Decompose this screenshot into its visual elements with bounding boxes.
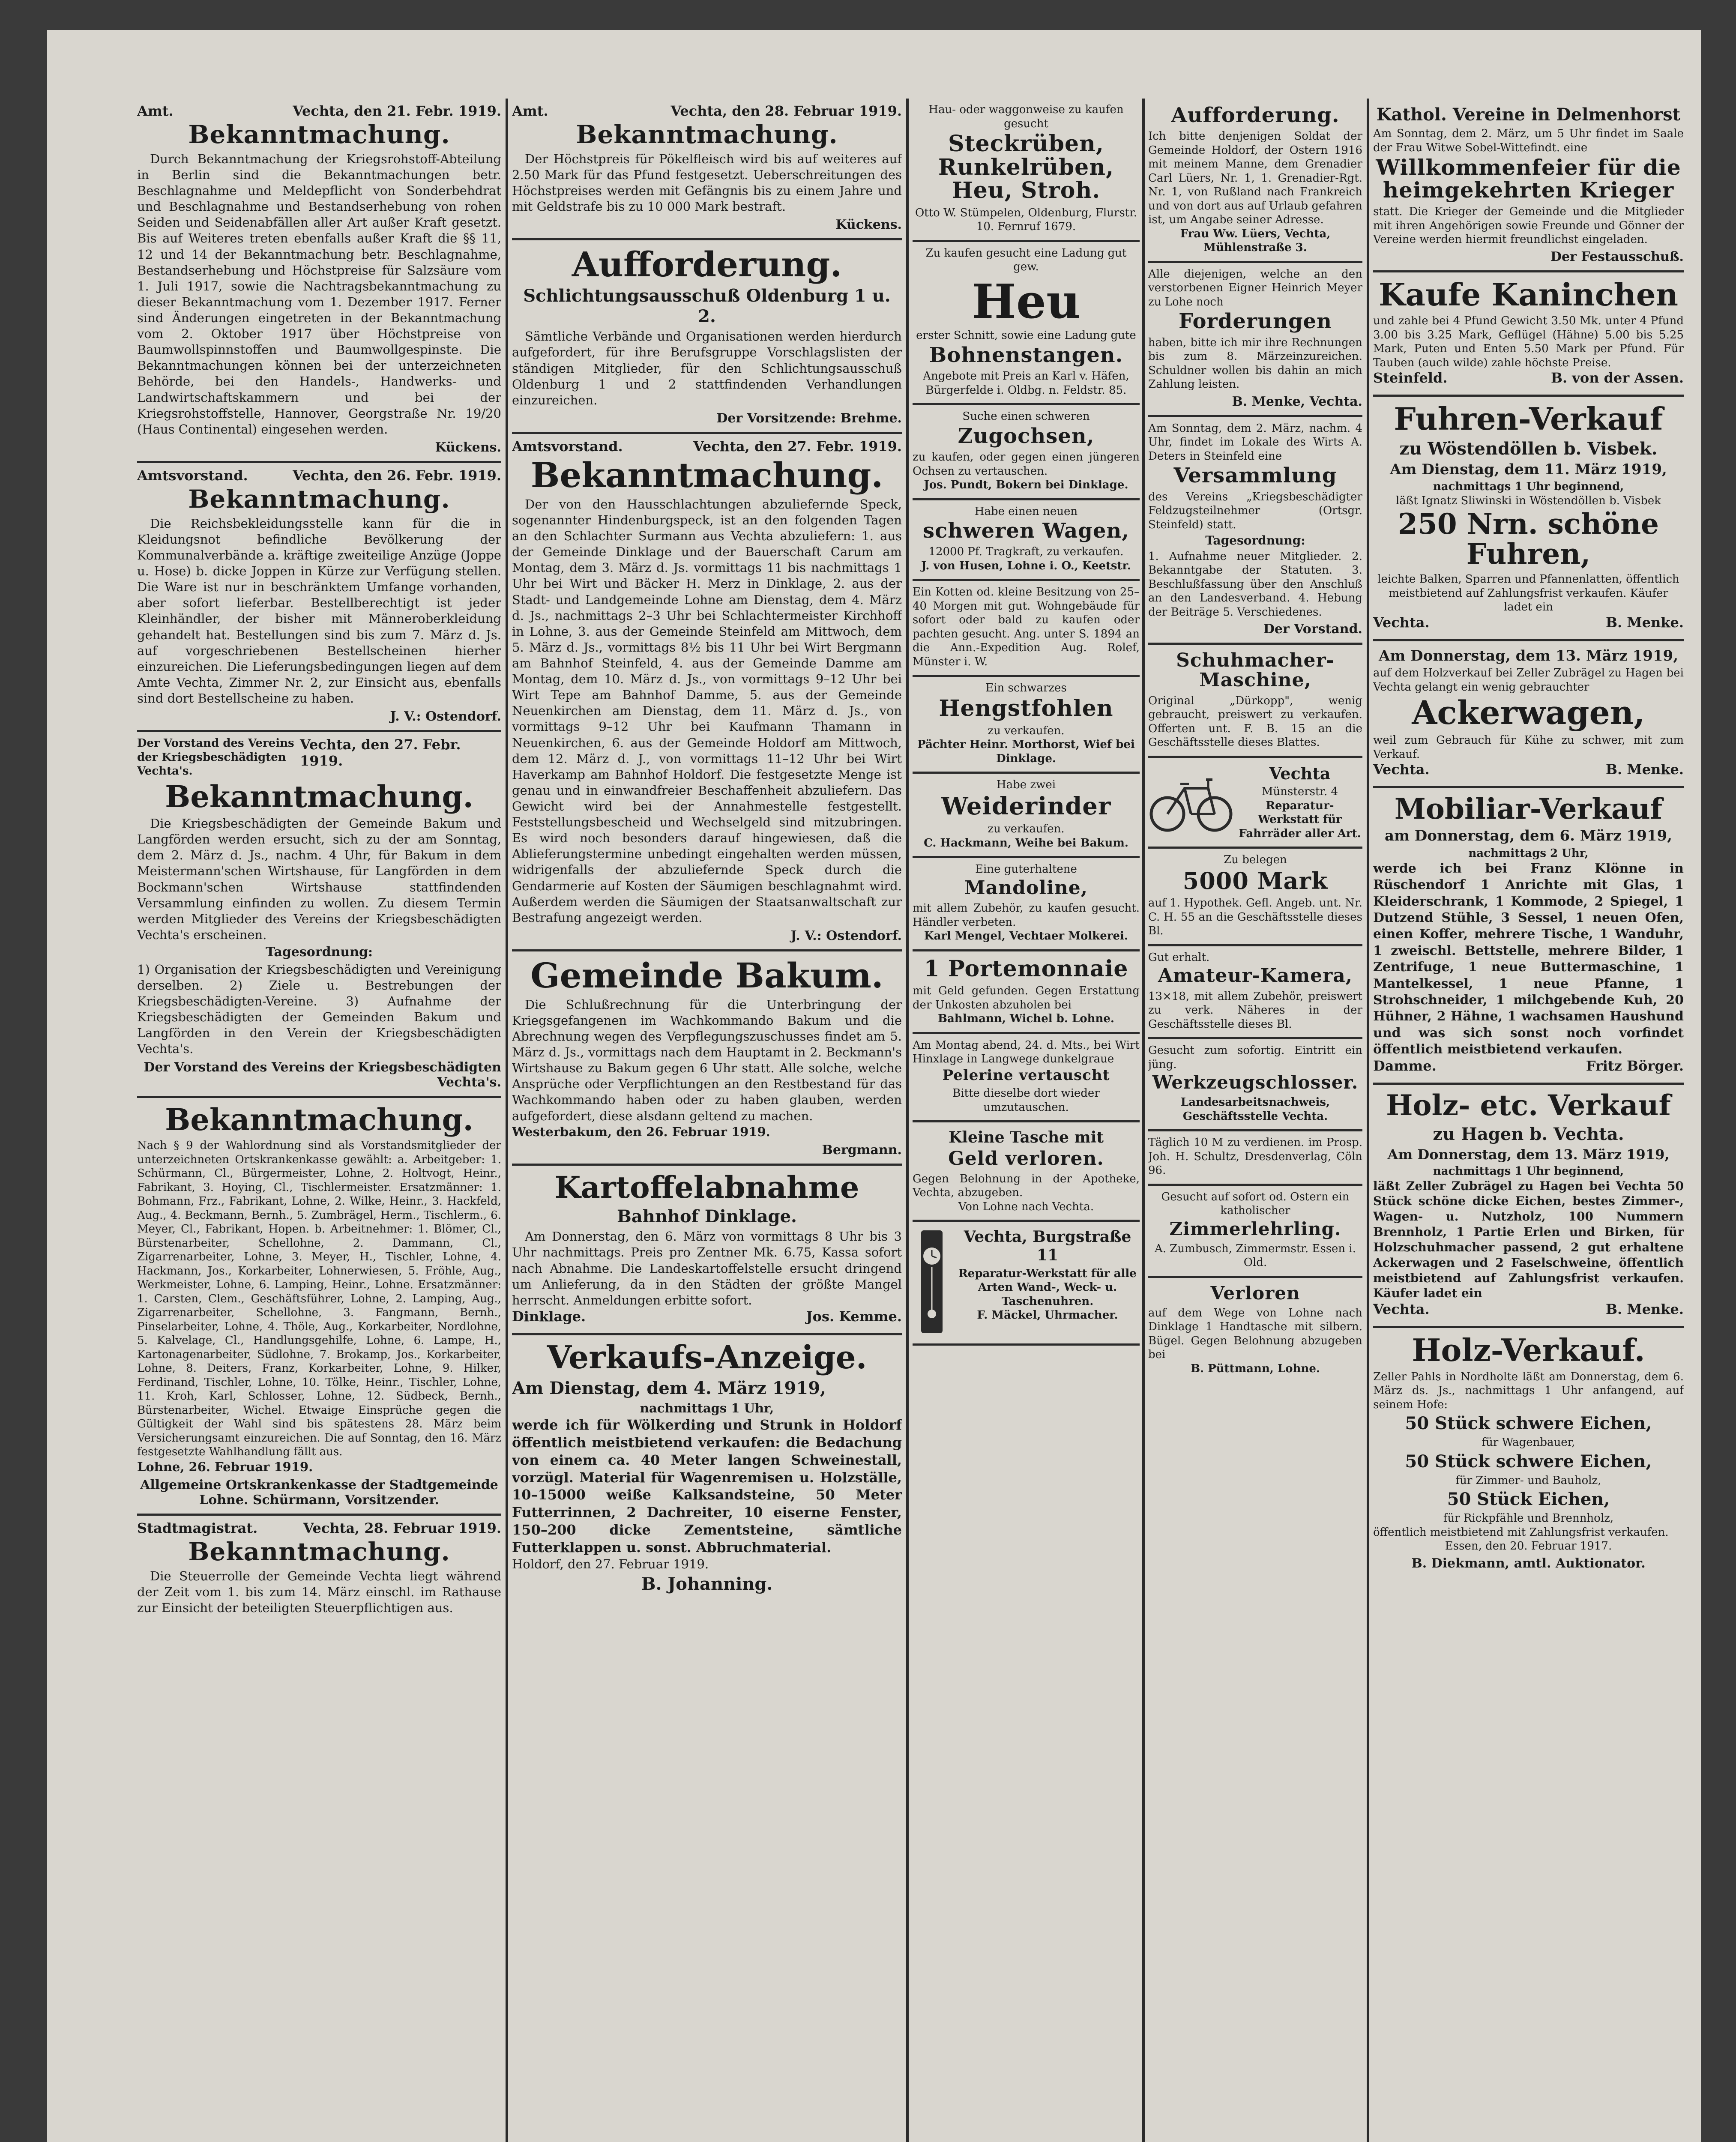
ad-time-line: nachmittags 2 Uhr, (1468, 847, 1589, 860)
ad-place: Damme. (1373, 1058, 1437, 1074)
ad-body: Original „Dürkopp", wenig gebraucht, preiswert zu verkaufen. Offerten unt. F. B. 15 an die Geschäftsstelle dieses Blattes. (1148, 694, 1362, 749)
ad-claims (1148, 263, 1362, 417)
agenda-title: Tagesordnung: (1205, 533, 1305, 548)
ad-title: schweren Wagen, (923, 519, 1129, 543)
ad-signature: Otto W. Stümpelen, Oldenburg, Flurstr. 10. Fernruf 1679. (915, 206, 1137, 233)
notice-war-disabled (137, 732, 501, 1098)
notice-office: Der Vorstand des Vereins der Kriegsbeschädigten Vechta's. (137, 737, 294, 778)
notice-subtitle: Schlichtungsausschuß Oldenburg 1 u. 2. (523, 286, 891, 327)
ad-signature: Landesarbeitsnachweis, Geschäftsstelle Vechta. (1180, 1096, 1330, 1123)
ad-signature: B. Menke. (1605, 1301, 1684, 1318)
ad-title: 1 Portemonnaie (924, 955, 1128, 982)
ad-meeting (1148, 417, 1362, 645)
ad-lost-handbag (1148, 1278, 1362, 1382)
ad-signature: Jos. Pundt, Bokern bei Dinklage. (924, 479, 1128, 492)
ad-title: Heu (972, 273, 1081, 329)
notice-body: Durch Bekanntmachung der Kriegsrohstoff-Abteilung in Berlin sind die Bekanntmachungen betr. Beschlagnahme und Meldepflicht von Sonderbehdrat und Beschlagnahme und Bestandserhebung von rohen Seiden und Seidenabfällen aller Art außer Kraft gesetzt. Bis auf Weiteres treten ebenfalls außer Kraft die §§ 11, 12 und 14 der Bekanntmachung betr. Beschlagnahme, Bestandserhebung und Höchstpreise für Salzsäure vom 1. Juli 1917, sowie die Nachtragsbekanntmachung zu dieser Bekanntmachung vom 1. Dezember 1917. Ferner sind Änderungen eingetreten in der Bekanntmachung vom 2. Oktober 1917 über Höchstpreise von Baumwollspinnstoffen und Baumwollgespinste. Die Bekanntmachungen können bei der unterzeichneten Behörde, bei den Handels-, Handwerks- und Landwirtschaftskammern und bei der Kriegsrohstoffstelle, Hannover, Georgstraße Nr. 19/20 (Haus Continental) eingesehen werden. (137, 151, 501, 437)
ad-body: auf 1. Hypothek. Gefl. Angeb. unt. Nr. C. H. 55 an die Geschäftsstelle dieses Bl. (1148, 897, 1362, 938)
ad-signature: B. von der Assen. (1550, 370, 1684, 386)
ad-toolmaker (1148, 1039, 1362, 1131)
notice-time-line: nachmittags 1 Uhr, (640, 1400, 774, 1415)
ad-title: Versammlung (1173, 464, 1337, 488)
ad-title: Holz- etc. Verkauf (1386, 1089, 1671, 1122)
column-4 (1148, 99, 1362, 2142)
ad-title: Schuhmacher-Maschine, (1176, 649, 1335, 691)
notice-body: Sämtliche Verbände und Organisationen werden hierdurch aufgefordert, für ihre Berufsgruppe Vorschlagslisten der ständigen Mitglieder, für den Schlichtungsausschuß Oldenburg 1 und 2 stattfindenden Verhandlungen einzureichen. (512, 329, 902, 407)
notice-signature: J. V.: Ostendorf. (390, 709, 501, 724)
ad-title: Mobiliar-Verkauf (1394, 792, 1663, 826)
notice-potatoes (512, 1166, 902, 1335)
ad-body: Ein Kotten od. kleine Besitzung von 25–40 Morgen mit gut. Wohngebäude für sofort oder bald zu kaufen oder pachten gesucht. Ang. unter S. 1894 an die Ann.-Expedition Aug. Rolef, Münster i. W. (913, 586, 1140, 668)
ad-place: Vechta. (1373, 614, 1430, 631)
ad-intro: Kleine Tasche mit (948, 1128, 1104, 1147)
notice-health-insurance (137, 1098, 501, 1516)
notice-title: Gemeinde Bakum. (530, 955, 883, 996)
ad-signature: B. Menke. (1605, 761, 1684, 778)
notice-signature: Allgemeine Ortskrankenkasse der Stadtgemeinde Lohne. Schürmann, Vorsitzender. (140, 1477, 498, 1508)
ad-signature: Fritz Börger. (1586, 1058, 1684, 1074)
ad-intro: Zu kaufen gesucht eine Ladung gut gew. (925, 246, 1127, 274)
ad-body: auf dem Holzverkauf bei Zeller Zubrägel zu Hagen bei Vechta gelangt ein wenig gebrauchter (1373, 667, 1684, 694)
ad-firewood-sale (1373, 397, 1684, 641)
ad-signature: J. von Husen, Lohne i. O., Keetstr. (921, 559, 1131, 572)
ad-intro: Eine guterhaltene (975, 863, 1077, 876)
notice-office: Amt. (137, 103, 174, 119)
ad-signature: Frau Ww. Lüers, Vechta, Mühlenstraße 3. (1180, 227, 1331, 254)
ad-carpenter-apprentice (1148, 1186, 1362, 1278)
ad-body: zu kaufen, oder gegen einen jüngeren Ochsen zu vertauschen. (913, 451, 1140, 478)
ad-signature: Von Lohne nach Vechta. (958, 1200, 1094, 1213)
ad-signature: Der Vorstand. (1263, 622, 1362, 637)
ad-rabbits (1373, 272, 1684, 397)
ad-mandolin (913, 858, 1140, 951)
ad-title: Ackerwagen, (1412, 694, 1645, 732)
notice-title: Bekanntmachung. (188, 1537, 450, 1566)
ad-title: Forderungen (1179, 309, 1332, 334)
ad-body: Am Sonntag, dem 2. März, um 5 Uhr findet im Saale der Frau Witwe Sobel-Wittefindt. eine (1373, 127, 1684, 154)
column-rule (906, 99, 909, 2142)
ad-time-line: nachmittags 1 Uhr beginnend, (1433, 480, 1624, 494)
column-3 (913, 99, 1140, 2142)
ad-title: Geld verloren. (948, 1147, 1104, 1170)
ad-title: Werkzeugschlosser. (1152, 1072, 1359, 1093)
column-rule (1142, 99, 1145, 2142)
ad-subtitle: zu Wöstendöllen b. Visbek. (1399, 438, 1658, 459)
ad-intro: Hau- oder waggonweise zu kaufen gesucht (928, 103, 1124, 130)
ad-body-2: weil zum Gebrauch für Kühe zu schwer, mit zum Verkauf. (1373, 734, 1684, 761)
ad-signature: Pächter Heinr. Morthorst, Wief bei Dinklage. (917, 738, 1135, 765)
ad-signature: B. Menke, Vechta. (1232, 394, 1362, 409)
ad-body: auf dem Wege von Lohne nach Dinklage 1 Handtasche mit silbern. Bügel. Gegen Belohnung abzugeben bei (1148, 1306, 1362, 1361)
ad-intro: Habe zwei (996, 778, 1056, 792)
ad-lost-bag (913, 1122, 1140, 1222)
ad-title: Fuhren-Verkauf (1394, 401, 1663, 437)
ad-intro: Gut erhalt. (1148, 951, 1210, 964)
notice-body: werde ich für Wölkerding und Strunk in Holdorf öffentlich meistbietend verkaufen: die Bedachung von einem ca. 40 Meter langen Schweinestall, vorzügl. Material für Wagenremisen u. Holzställe, 10–15000 weiße Kalksandsteine, 50 Meter Futterrinnen, 2 Dachreiter, 10 eiserne Fenster, 150–200 dicke Zementsteine, sämtliche Futterklappen u. sonst. Abbruchmaterial. (512, 1416, 902, 1556)
newspaper-page (47, 30, 1701, 2142)
ad-body: Zeller Pahls in Nordholte läßt am Donnerstag, dem 6. März ds. Js., nachmittags 1 Uhr anfangend, auf seinem Hofe: (1373, 1370, 1684, 1411)
ad-intro: Zu belegen (1224, 853, 1287, 867)
notice-arbitration (512, 240, 902, 434)
notice-date: Vechta, 28. Februar 1919. (303, 1520, 501, 1536)
ad-place-date: Essen, den 20. Februar 1917. (1445, 1540, 1612, 1553)
notice-body: Nach § 9 der Wahlordnung sind als Vorstandsmitglieder der unterzeichneten Ortskrankenkasse gewählt: a. Arbeitgeber: 1. Schürmann, Cl., Bürgermeister, Lohne, 2. Holtvogt, Heinr., Fabrikant, 3. Hoying, Cl., Tischlermeister. Ersatzmänner: 1. Bohmann, Frz., Fabrikant, Lohne, 2. Wilke, Heinr., 3. Hackfeld, Aug., 4. Beckmann, Bernh., 5. Zumbrägel, Herm., Tischlerm., 6. Meyer, Cl., Fabrikant, Hopen. b. Arbeitnehmer: 1. Blömer, Cl., Bürstenarbeiter, Schellohne, 2. Dammann, Cl., Zigarrenarbeiter, Lohne, 3. Meyer, H., Tischler, Lohne, 4. Hackmann, Jos., Korkarbeiter, Lohnerwiesen, 5. Fröhle, Aug., Werkmeister, Lohne, 6. Lamping, Heinr., Lohne. Ersatzmänner: 1. Carsten, Clem., Geschäftsführer, Lohne, 2. Lamping, Aug., Zigarrenarbeiter, Schellohne, 3. Fangmann, Bernh., Pinselarbeiter, Lohne, 4. Thöle, Aug., Korkarbeiter, Nordlohne, 5. Kalvelage, Cl., Handlungsgehilfe, Lohne, 6. Lampe, H., Kartonagenarbeiter, Südlohne, 7. Brokamp, Jos., Korkarbeiter, Lohne, 8. Deiters, Franz, Korkarbeiter, Lohne, 9. Hilker, Ferdinand, Tischler, Lohne, 10. Tölke, Heinr., Tischler, Lohne, 11. Kroh, Karl, Schlosser, Lohne, 12. Südbeck, Bernh., Bürstenarbeiter, Wichel. Etwaige Einsprüche gegen die Gültigkeit der Wahl sind bis spätestens 28. März beim Versicherungsamt einzureichen. Die auf Sonntag, den 16. März festgesetzte Wahlhandlung fällt aus. (137, 1139, 501, 1459)
notice-signature: J. V.: Ostendorf. (790, 928, 902, 943)
ad-cape (913, 1034, 1140, 1123)
ad-body-2: haben, bitte ich mir ihre Rechnungen bis zum 8. Märzeinzureichen. Schuldner wollen bis dahin an mich Zahlung leisten. (1148, 336, 1362, 391)
notice-bacon-delivery (512, 434, 902, 951)
notice-signature: B. Johanning. (641, 1574, 773, 1595)
notice-body: Der von den Hausschlachtungen abzuliefernde Speck, sogenannter Hindenburgspeck, ist an den folgenden Tagen an den Schlachter Surmann aus Vechta abzuliefern: 1. aus der Gemeinde Dinklage und der Bauerschaft Carum am Montag, dem 3. März d. Js. vormittags 11 bis nachmittags 1 Uhr bei Wirt und Bäcker H. Merz in Dinklage, 2. aus der Stadt- und Landgemeinde Lohne am Dienstag, dem 4. März d. Js., nachmittags 2–3 Uhr bei Schlachtermeister Kirchhoff in Lohne, 3. aus der Gemeinde Steinfeld am Mittwoch, dem 5. März d. Js., vormittags 8½ bis 11 Uhr bei Wirt Bergmann am Bahnhof Steinfeld, 4. aus der Gemeinde Damme am Montag, dem 10. März d. Js., von vormittags 9–12 Uhr bei Wirt Tepe am Bahnhof Damme, 5. aus der Gemeinde Neuenkirchen am Dienstag, dem 11. März d. Js., von vormittags 9–12 Uhr bei Kaufmann Thamann in Neuenkirchen, 6. aus der Gemeinde Holdorf am Mittwoch, dem 12. März d. J., von vormittags 11–12 Uhr bei Wirt Haverkamp am Bahnhof Holdorf. Die festgesetzte Menge ist genau und in einwandfreier Beschaffenheit abzuliefern. Das Gewicht wird bei der Annahmestelle festgestellt. Feststellungsbescheid und Wechselgeld sind mitzubringen. Es wird noch besonders darauf hingewiesen, daß die Ablieferungstermine unbedingt eingehalten werden müssen, widrigenfalls der abzuliefernde Speck durch die Gendarmerie auf Kosten der Säumigen beschlagnahmt wird. Außerdem werden die Säumigen der Staatsanwaltschaft zur Bestrafung angezeigt werden. (512, 497, 902, 925)
ad-intro: Gesucht auf sofort od. Ostern ein katholischer (1161, 1190, 1350, 1218)
ad-body: 13×18, mit allem Zubehör, preiswert zu verk. Näheres in der Geschäftsstelle dieses Bl. (1148, 990, 1362, 1031)
ad-place: Vechta. (1373, 1301, 1430, 1318)
ad-furniture-sale (1373, 788, 1684, 1085)
ad-subtitle: Münsterstr. 4 (1261, 785, 1338, 799)
ad-signature: Der Festausschuß. (1550, 249, 1684, 264)
agenda-list: 1) Organisation der Kriegsbeschädigten und Vereinigung derselben. 2) Ziele u. Bestrebungen der Kriegsbeschädigten-Vereine. 3) Aufnahme der Kriegsbeschädigten der Gemeinden Bakum und Langförden in den Verein der Kriegsbeschädigten Vechta's. (137, 962, 501, 1056)
notice-office: Amtsvorstand. (137, 467, 248, 484)
ad-title-2: Bohnenstangen. (929, 343, 1123, 367)
column-5 (1373, 99, 1684, 2142)
notice-office: Amt. (512, 103, 548, 119)
ad-note-3: für Rickpfähle und Brennholz, (1443, 1512, 1614, 1525)
ad-title-2: 250 Nrn. schöne Fuhren, (1398, 507, 1659, 571)
ad-body-2: leichte Balken, Sparren und Pfannenlatten, öffentlich meistbietend auf Zahlungsfrist verkaufen. Käufer ladet ein (1377, 573, 1679, 614)
ad-mortgage (1148, 849, 1362, 946)
ad-cottage (913, 581, 1140, 677)
notice-hemp-silk (137, 99, 501, 463)
ad-title: Vechta, Burgstraße 11 (964, 1228, 1131, 1265)
notice-title: Bekanntmachung. (188, 120, 450, 149)
column-1 (137, 99, 501, 2142)
ad-title: Zugochsen, (958, 424, 1095, 448)
notice-signature: Der Vorsitzende: Brehme. (716, 410, 902, 426)
ad-cattle (913, 774, 1140, 858)
ad-subtitle: zu Hagen b. Vechta. (1433, 1124, 1624, 1144)
ad-body: des Vereins „Kriegsbeschädigter Feldzugsteilnehmer (Ortsgr. Steinfeld) statt. (1148, 490, 1362, 531)
notice-tax-roll (137, 1516, 501, 1622)
ad-title: Hengstfohlen (939, 695, 1113, 721)
column-rule (506, 99, 508, 2142)
notice-place-date: Holdorf, den 27. Februar 1919. (512, 1557, 709, 1572)
agenda-list: 1. Aufnahme neuer Mitglieder. 2. Bekanntgabe der Statuten. 3. Beschlußfassung über den Anschluß an den Landesverband. 4. Hebung der Beiträge 5. Verschiedenes. (1148, 550, 1362, 619)
ad-camera (1148, 946, 1362, 1039)
notice-signature: Kückens. (435, 440, 501, 455)
agenda-title: Tagesordnung: (265, 944, 373, 960)
ad-bicycle-repair (1148, 758, 1362, 849)
ad-body-2: Bitte dieselbe dort wieder umzutauschen. (952, 1087, 1100, 1114)
ad-intro: Ein schwarzes (985, 682, 1067, 695)
notice-office: Amtsvorstand. (512, 438, 623, 455)
ad-body-2: statt. Die Krieger der Gemeinde und die Mitglieder mit ihren Angehörigen sowie Freunde und Gönner der Vereine werden hiermit freundlichst eingeladen. (1373, 205, 1684, 246)
ad-body: und zahle bei 4 Pfund Gewicht 3.50 Mk. unter 4 Pfund 3.00 bis 3.25 Mark, Geflügel (Hähne) 5.00 bis 5.25 Mark, Puten und Enten 5.50 Mark per Pfund. Für Tauben (auch wilde) zahle höchste Preise. (1373, 314, 1684, 369)
notice-clothing (137, 463, 501, 732)
ad-body: Reparatur-Werkstatt für Fahrräder aller Art. (1239, 799, 1361, 840)
ad-purse (913, 951, 1140, 1034)
ad-signature: A. Zumbusch, Zimmermstr. Essen i. Old. (1154, 1242, 1356, 1269)
notice-title: Bekanntmachung. (530, 455, 883, 495)
ad-title: Aufforderung. (1171, 103, 1340, 127)
ad-signature: Bahlmann, Wichel b. Lohne. (937, 1012, 1114, 1026)
ad-body: Ich bitte denjenigen Soldat der Gemeinde Holdorf, der Ostern 1916 mit meinem Manne, dem Grenadier Carl Lüers, Nr. 1, 1. Grenadier-Rgt. Nr. 1, von Rußland nach Frankreich und von dort aus auf Urlaub gefahren ist, um Angabe seiner Adresse. (1148, 130, 1362, 227)
ad-title: Weiderinder (941, 792, 1111, 820)
ad-body-2: Angebote mit Preis an Karl v. Häfen, Bürgerfelde i. Oldbg. n. Feldstr. 85. (923, 370, 1129, 397)
notice-place: Dinklage. (512, 1308, 586, 1325)
ad-title: Vechta (1269, 763, 1331, 783)
ad-hay (913, 242, 1140, 405)
notice-pickled-meat (512, 99, 902, 240)
notice-title: Kartoffelabnahme (554, 1169, 859, 1205)
clock-icon (913, 1226, 951, 1337)
ad-title: Pelerine vertauscht (942, 1066, 1110, 1084)
ad-intro: Gesucht zum sofortig. Eintritt ein jüng. (1148, 1044, 1362, 1071)
ad-date-line: Am Donnerstag, dem 13. März 1919, (1387, 1146, 1670, 1163)
bicycle-icon (1148, 767, 1234, 835)
ad-foal (913, 677, 1140, 774)
ad-body-2: öffentlich meistbietend mit Zahlungsfrist verkaufen. (1373, 1526, 1669, 1539)
notice-date-line: Am Dienstag, dem 4. März 1919, (512, 1378, 826, 1398)
notice-title: Verkaufs-Anzeige. (547, 1339, 867, 1376)
ad-body: werde ich bei Franz Klönne in Rüschendorf 1 Anrichte mit Glas, 1 Kleiderschrank, 1 Kommode, 2 Spiegel, 1 Dutzend Stühle, 3 Sessel, 1 neuen Ofen, einen Koffer, mehrere Tische, 1 Wanduhr, 1 zweischl. Bettstelle, mehrere Bilder, 1 Zentrifuge, 1 neue Buttermaschine, 1 Mantelkessel, 1 neue Pfanne, 1 Strohschneider, 1 milchgebende Kuh, 20 Hühner, 2 Hähne, 1 wachsamen Haushund und was sich sonst noch vorfindet öffentlich meistbietend verkaufen. (1373, 861, 1684, 1057)
ad-place: Steinfeld. (1373, 370, 1448, 386)
ad-time-line: nachmittags 1 Uhr beginnend, (1433, 1165, 1624, 1178)
ad-title-2: Willkommenfeier für die heimgekehrten Krieger (1376, 155, 1681, 203)
ad-body: zu verkaufen. (988, 823, 1065, 836)
ad-signature: C. Hackmann, Weihe bei Bakum. (924, 836, 1128, 850)
notice-date: Vechta, den 21. Febr. 1919. (293, 103, 501, 119)
ad-line-1: 50 Stück schwere Eichen, (1405, 1413, 1652, 1434)
ad-welcome-celebration (1373, 99, 1684, 272)
notice-signature: Der Vorstand des Vereins der Kriegsbeschädigten Vechta's. (144, 1059, 501, 1090)
notice-date: Vechta, den 27. Febr. 1919. (693, 438, 902, 455)
ad-body: Am Montag abend, 24. d. Mts., bei Wirt Hinxlage in Langwege dunkelgraue (913, 1038, 1140, 1066)
column-2 (512, 99, 902, 2142)
notice-title: Bekanntmachung. (165, 778, 473, 814)
ad-turnips (913, 99, 1140, 242)
notice-body: Die Reichsbekleidungsstelle kann für die in Kleidungsnot befindliche Bevölkerung der Kommunalverbände a. kräftige zweiteilige Anzüge (Joppe u. Hose) b. dicke Joppen in Kürze zur Verfügung stellen. Die Ware ist nur in beschränktem Umfange vorhanden, aber sofort lieferbar. Bestellberechtigt ist jeder Kleinhändler, der bisher mit Männeroberkleidung gehandelt hat. Bestellungen sind bis zum 7. März d. Js. auf vorgeschriebenen Bestellscheinen hierher einzureichen. Die Lieferungsbedingungen liegen auf dem Amte Vechta, Zimmer Nr. 2, zur Einsicht aus, ebenfalls sind dort Bestellscheine zu haben. (137, 516, 501, 706)
ad-wagon (913, 500, 1140, 581)
ad-date-line: Am Dienstag, dem 11. März 1919, (1390, 461, 1667, 478)
ad-signature: B. Püttmann, Lohne. (1191, 1362, 1320, 1375)
notice-signature: Jos. Kemme. (806, 1308, 902, 1325)
ad-body: zu verkaufen. (988, 724, 1065, 737)
ad-body: Täglich 10 M zu verdienen. im Prosp. Joh. H. Schultz, Dresdenverlag, Cöln 96. (1148, 1136, 1362, 1177)
notice-body: Der Höchstpreis für Pökelfleisch wird bis auf weiteres auf 2.50 Mark für das Pfund festgesetzt. Ueberschreitungen des Höchstpreises werden mit Gefängnis bis zu einem Jahre und mit Geldstrafe bis zu 10 000 Mark bestraft. (512, 151, 902, 214)
notice-office: Stadtmagistrat. (137, 1520, 258, 1536)
ad-place: Vechta. (1373, 761, 1430, 778)
ad-intro: Am Sonntag, dem 2. März, nachm. 4 Uhr, findet im Lokale des Wirts A. Deters in Steinfeld eine (1148, 422, 1362, 463)
ad-body: mit allem Zubehör, zu kaufen gesucht. Händler verbeten. (913, 902, 1140, 929)
notice-subtitle: Bahnhof Dinklage. (617, 1206, 797, 1227)
ad-title: Kathol. Vereine in Delmenhorst (1376, 105, 1681, 125)
ad-intro: Suche einen schweren (962, 410, 1090, 423)
ad-title: Mandoline, (964, 877, 1088, 899)
ad-body: Reparatur-Werkstatt für alle Arten Wand-, Weck- u. Taschenuhren. (958, 1267, 1137, 1308)
ad-clock-repair (913, 1222, 1140, 1346)
ad-timber-sale-nordholte (1373, 1328, 1684, 1577)
ad-body: läßt Ignatz Sliwinski in Wöstendöllen b. Visbek (1395, 494, 1661, 507)
ad-shoe-machine (1148, 645, 1362, 757)
notice-body: Die Kriegsbeschädigten der Gemeinde Bakum und Langförden werden ersucht, sich zu der am Sonntag, dem 2. März d. Js., nachm. 4 Uhr, für Bakum in dem Meistermann'schen Wirtshause, für Langförden in dem Bockmann'schen Wirtshause stattfindenden Versammlung einfinden zu wollen. Zu diesem Termin werden Mitglieder des Vereins der Kriegsbeschädigten Vechta's erscheinen. (137, 816, 501, 942)
ad-intro: Habe einen neuen (974, 505, 1078, 518)
notice-sale-announcement (512, 1335, 902, 1603)
ad-signature: F. Mäckel, Uhrmacher. (977, 1309, 1118, 1322)
notice-date: Vechta, den 27. Febr. 1919. (300, 736, 461, 769)
ad-body: 12000 Pf. Tragkraft, zu verkaufen. (928, 545, 1124, 559)
ad-items: Steckrüben, Runkelrüben, Heu, Stroh. (938, 131, 1114, 204)
ad-body: Alle diejenigen, welche an den verstorbenen Eigner Heinrich Meyer zu Lohe noch (1148, 267, 1362, 308)
notice-signature: Kückens. (835, 217, 902, 233)
column-rule (1367, 99, 1369, 2142)
ad-signature: Karl Mengel, Vechtaer Molkerei. (924, 930, 1128, 943)
ad-request-soldier (1148, 99, 1362, 263)
notice-body: Die Schlußrechnung für die Unterbringung der Kriegsgefangenen im Wachkommando Bakum und die Abrechnung wegen des Verpflegungszuschusses findet am 5. März d. Js., vormittags nach dem Hauptamt in 2. Beckmann's Wirtshause zu Bakum gegen 6 Uhr statt. Alle solche, welche Ansprüche oder Verpflichtungen an den Restbestand für das Wachkommando haben oder zu haben glauben, werden aufgefordert, diese alsdann geltend zu machen. (512, 997, 902, 1123)
notice-body: Am Donnerstag, den 6. März von vormittags 8 Uhr bis 3 Uhr nachmittags. Preis pro Zentner Mk. 6.75, Kassa sofort nach Abnahme. Die Landeskartoffelstelle ersucht dringend um Anlieferung, da in den Städten der größte Mangel herrscht. Anmeldungen erbitte sofort. (512, 1229, 902, 1307)
ad-date-line: am Donnerstag, dem 6. März 1919, (1384, 827, 1673, 845)
ad-body: mit Geld gefunden. Gegen Erstattung der Unkosten abzuholen bei (913, 984, 1140, 1011)
ad-body: Gegen Belohnung in der Apotheke, Vechta, abzugeben. (913, 1172, 1140, 1200)
ad-note-2: für Zimmer- und Bauholz, (1455, 1474, 1601, 1487)
ad-timber-sale-hagen (1373, 1085, 1684, 1328)
notice-title: Bekanntmachung. (165, 1101, 473, 1137)
ad-title: 5000 Mark (1182, 867, 1328, 894)
ad-title: Zimmerlehrling. (1169, 1218, 1341, 1239)
notice-title: Bekanntmachung. (576, 120, 838, 149)
notice-place-date: Westerbakum, den 26. Februar 1919. (512, 1124, 770, 1139)
ad-signature: B. Diekmann, amtl. Auktionator. (1411, 1556, 1646, 1571)
notice-title: Aufforderung. (572, 244, 842, 285)
ad-farm-wagon (1373, 641, 1684, 789)
notice-signature: Bergmann. (822, 1142, 902, 1158)
ad-title: Verloren (1210, 1282, 1300, 1304)
ad-body: erster Schnitt, sowie eine Ladung gute (916, 329, 1136, 342)
ad-date-line: Am Donnerstag, dem 13. März 1919, (1378, 647, 1679, 664)
ad-signature: B. Menke. (1605, 614, 1684, 631)
ad-line-3: 50 Stück Eichen, (1447, 1489, 1610, 1510)
notice-bakum (512, 951, 902, 1166)
notice-body: Die Steuerrolle der Gemeinde Vechta liegt während der Zeit vom 1. bis zum 14. März einschl. im Rathause zur Einsicht der beteiligten Steuerpflichtigen aus. (137, 1568, 501, 1615)
notice-title: Bekanntmachung. (188, 484, 450, 514)
ad-oxen (913, 405, 1140, 500)
ad-title: Kaufe Kaninchen (1378, 276, 1679, 313)
ad-title: Amateur-Kamera, (1158, 965, 1353, 987)
ad-title: Holz-Verkauf. (1412, 1332, 1645, 1369)
ad-earnings (1148, 1131, 1362, 1186)
ad-line-2: 50 Stück schwere Eichen, (1405, 1451, 1652, 1472)
notice-place-date: Lohne, 26. Februar 1919. (137, 1459, 313, 1474)
notice-date: Vechta, den 28. Februar 1919. (670, 103, 902, 119)
notice-date: Vechta, den 26. Febr. 1919. (293, 467, 501, 484)
ad-body: läßt Zeller Zubrägel zu Hagen bei Vechta 50 Stück schöne dicke Eichen, bestes Zimmer-, Wagen- u. Nutzholz, 100 Nummern Brennholz, 1 Partie Erlen und Birken, für Holzschuhmacher passend, 2 gut erhaltene Ackerwagen und 2 Faselschweine, öffentlich meistbietend auf Zahlungsfrist verkaufen. Käufer ladet ein (1373, 1179, 1684, 1301)
ad-note-1: für Wagenbauer, (1482, 1436, 1575, 1449)
